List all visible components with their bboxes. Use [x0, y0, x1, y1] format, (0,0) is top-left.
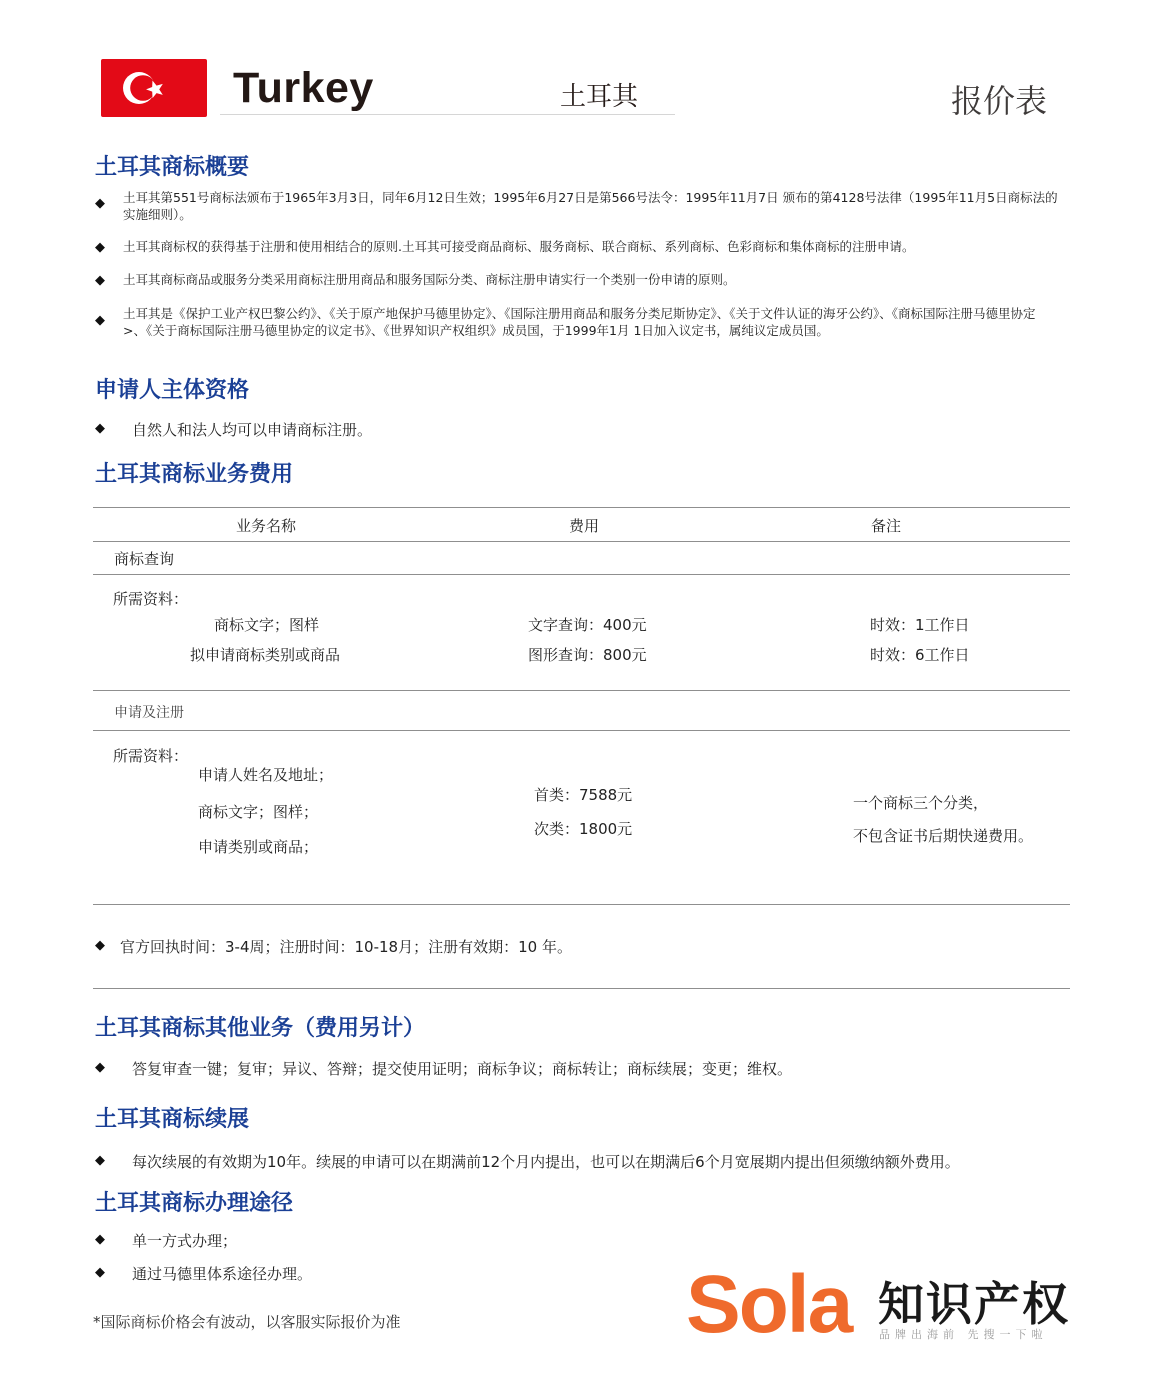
- table-divider: [93, 690, 1070, 691]
- materials-label: 所需资料：: [113, 590, 189, 608]
- section-title-other: 土耳其商标其他业务（费用另计）: [95, 1016, 426, 1041]
- bullet-icon: ◆: [95, 313, 105, 328]
- section-title-overview: 土耳其商标概要: [95, 155, 250, 180]
- service-name-search: 商标查询: [114, 550, 175, 568]
- bullet-icon: ◆: [95, 1060, 105, 1075]
- section-divider: [93, 988, 1070, 989]
- country-name-en: Turkey: [233, 64, 374, 112]
- brand-name-cn: 知识产权: [878, 1277, 1070, 1331]
- other-item: 答复审查一键；复审；异议、答辩；提交使用证明；商标争议；商标转让；商标续展；变更；维权。: [132, 1060, 793, 1078]
- overview-item: 土耳其商标商品或服务分类采用商标注册用商品和服务国际分类、商标注册申请实行一个类别一份申请的原则。: [123, 272, 736, 287]
- overview-item: 土耳其商标权的获得基于注册和使用相结合的原则.土耳其可接受商品商标、服务商标、联合商标、系列商标、色彩商标和集体商标的注册申请。: [123, 239, 915, 254]
- material-item: 申请人姓名及地址；: [198, 766, 334, 784]
- brand-logo: Sola: [686, 1259, 852, 1350]
- route-item: 通过马德里体系途径办理。: [132, 1265, 313, 1283]
- bullet-icon: ◆: [95, 1265, 105, 1280]
- table-divider: [93, 904, 1070, 905]
- brand-slogan: 品牌出海前 先搜一下啦: [879, 1328, 1048, 1341]
- table-divider: [93, 574, 1070, 575]
- country-name-cn: 土耳其: [560, 82, 639, 112]
- fee-item: 首类：7588元: [534, 786, 633, 804]
- bullet-icon: ◆: [95, 421, 105, 436]
- doc-title: 报价表: [951, 82, 1048, 120]
- table-divider: [93, 541, 1070, 542]
- material-item: 商标文字；图样；: [198, 803, 319, 821]
- bullet-icon: ◆: [95, 273, 105, 288]
- applicant-item: 自然人和法人均可以申请商标注册。: [132, 421, 373, 439]
- material-item: 商标文字；图样: [214, 616, 320, 634]
- bullet-icon: ◆: [95, 240, 105, 255]
- note-item: 一个商标三个分类，: [853, 794, 989, 812]
- bullet-icon: ◆: [95, 196, 105, 211]
- column-header-fee: 费用: [569, 517, 600, 535]
- overview-item: 土耳其是《保护工业产权巴黎公约》、《关于原产地保护马德里协定》、《国际注册用商品和服务分类尼斯协定》、《关于文件认证的海牙公约》、《商标国际注册马德里协定>、《关于商标国际注册马德里协定的议定书》、《世界知识产权组织》成员国，于1999年1月 1日加入议定书，属纯议定成员国。: [123, 306, 1036, 338]
- bullet-icon: ◆: [95, 1232, 105, 1247]
- material-item: 申请类别或商品；: [198, 838, 319, 856]
- section-title-routes: 土耳其商标办理途径: [95, 1191, 294, 1216]
- material-item: 拟申请商标类别或商品: [190, 646, 341, 664]
- table-divider: [93, 507, 1070, 508]
- column-header-note: 备注: [871, 517, 902, 535]
- note-item: 时效：1工作日: [870, 616, 970, 634]
- fee-item: 图形查询：800元: [528, 646, 647, 664]
- turkey-flag-icon: [101, 59, 207, 117]
- materials-label: 所需资料：: [113, 747, 189, 765]
- service-name-registration: 申请及注册: [114, 705, 184, 721]
- fee-item: 次类：1800元: [534, 820, 633, 838]
- renewal-item: 每次续展的有效期为10年。续展的申请可以在期满前12个月内提出，也可以在期满后6个月宽展期内提出但须缴纳额外费用。: [132, 1153, 960, 1171]
- overview-item: 土耳其第551号商标法颁布于1965年3月3日，同年6月12日生效；1995年6月27日是第566号法令：1995年11月7日 颁布的第4128号法律（1995年11月5日商标法的实施细则）。: [123, 190, 1058, 222]
- note-item: 不包含证书后期快递费用。: [853, 827, 1034, 845]
- note-item: 时效：6工作日: [870, 646, 970, 664]
- footnote: *国际商标价格会有波动，以客服实际报价为准: [93, 1313, 401, 1331]
- timeline-text: 官方回执时间：3-4周；注册时间：10-18月；注册有效期：10 年。: [120, 938, 572, 956]
- fee-item: 文字查询：400元: [528, 616, 647, 634]
- bullet-icon: ◆: [95, 1153, 105, 1168]
- section-title-applicant: 申请人主体资格: [95, 378, 250, 403]
- column-header-name: 业务名称: [236, 517, 297, 535]
- section-title-renewal: 土耳其商标续展: [95, 1107, 250, 1132]
- header-divider: [220, 114, 675, 115]
- bullet-icon: ◆: [95, 938, 105, 953]
- route-item: 单一方式办理；: [132, 1232, 238, 1250]
- table-divider: [93, 730, 1070, 731]
- section-title-fees: 土耳其商标业务费用: [95, 462, 294, 487]
